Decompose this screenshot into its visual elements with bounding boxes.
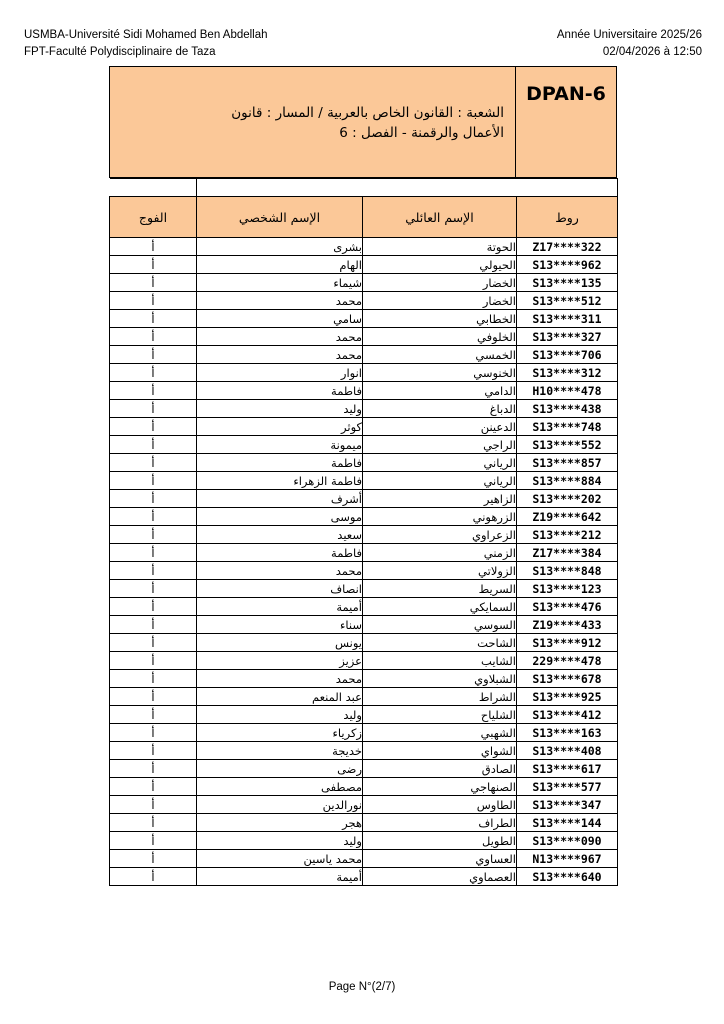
table-row <box>110 598 618 616</box>
group-cell: أ <box>110 328 197 346</box>
table-row <box>110 508 618 526</box>
table-row <box>110 490 618 508</box>
table-row <box>110 346 618 364</box>
first-name-cell: محمد ياسين <box>197 850 363 868</box>
student-code-cell: S13****848 <box>517 562 618 580</box>
column-header-code: روط <box>517 197 618 238</box>
group-cell: أ <box>110 436 197 454</box>
group-cell: أ <box>110 490 197 508</box>
last-name-cell: الدباغ <box>363 400 517 418</box>
student-code-cell: S13****408 <box>517 742 618 760</box>
group-cell: أ <box>110 760 197 778</box>
page-number: Page N°(2/7) <box>328 981 396 993</box>
last-name-cell: الشايب <box>363 652 517 670</box>
last-name-cell: الخطابي <box>363 310 517 328</box>
group-cell: أ <box>110 382 197 400</box>
student-code-cell: N13****967 <box>517 850 618 868</box>
first-name-cell: محمد <box>197 328 363 346</box>
group-cell: أ <box>110 868 197 886</box>
last-name-cell: الدامي <box>363 382 517 400</box>
faculty-name: FPT-Faculté Polydisciplinaire de Taza <box>24 46 216 58</box>
table-row <box>110 742 618 760</box>
first-name-cell: سناء <box>197 616 363 634</box>
last-name-cell: السمايكي <box>363 598 517 616</box>
table-row <box>110 670 618 688</box>
student-code-cell: Z19****642 <box>517 508 618 526</box>
group-cell: أ <box>110 580 197 598</box>
table-row <box>110 292 618 310</box>
student-code-cell: S13****090 <box>517 832 618 850</box>
program-title-line2: الأعمال والرقمنة - الفصل : 6 <box>339 125 504 141</box>
last-name-cell: الطراف <box>363 814 517 832</box>
group-cell: أ <box>110 814 197 832</box>
table-row <box>110 526 618 544</box>
last-name-cell: الطويل <box>363 832 517 850</box>
table-row <box>110 868 618 886</box>
student-code-cell: S13****884 <box>517 472 618 490</box>
first-name-cell: انوار <box>197 364 363 382</box>
last-name-cell: الرياني <box>363 472 517 490</box>
group-cell: أ <box>110 670 197 688</box>
last-name-cell: الزاهير <box>363 490 517 508</box>
first-name-cell: وليد <box>197 706 363 724</box>
student-code-cell: S13****438 <box>517 400 618 418</box>
last-name-cell: الخضار <box>363 292 517 310</box>
group-cell: أ <box>110 832 197 850</box>
table-header-row <box>110 197 618 238</box>
last-name-cell: الطاوس <box>363 796 517 814</box>
table-row <box>110 364 618 382</box>
first-name-cell: عزيز <box>197 652 363 670</box>
last-name-cell: الخلوفي <box>363 328 517 346</box>
first-name-cell: خديجة <box>197 742 363 760</box>
first-name-cell: بشرى <box>197 238 363 256</box>
first-name-cell: كوثر <box>197 418 363 436</box>
group-cell: أ <box>110 634 197 652</box>
table-row <box>110 634 618 652</box>
group-cell: أ <box>110 508 197 526</box>
first-name-cell: فاطمة <box>197 544 363 562</box>
last-name-cell: الدعينن <box>363 418 517 436</box>
last-name-cell: الحيولي <box>363 256 517 274</box>
group-cell: أ <box>110 400 197 418</box>
academic-year: Année Universitaire 2025/26 <box>556 29 702 41</box>
last-name-cell: الزرهوني <box>363 508 517 526</box>
group-cell: أ <box>110 850 197 868</box>
student-code-cell: S13****412 <box>517 706 618 724</box>
first-name-cell: ميمونة <box>197 436 363 454</box>
group-cell: أ <box>110 598 197 616</box>
first-name-cell: وليد <box>197 400 363 418</box>
column-header-first-name: الإسم الشخصي <box>197 197 363 238</box>
student-code-cell: S13****925 <box>517 688 618 706</box>
group-cell: أ <box>110 292 197 310</box>
student-code-cell: S13****640 <box>517 868 618 886</box>
group-cell: أ <box>110 544 197 562</box>
table-row <box>110 310 618 328</box>
group-cell: أ <box>110 652 197 670</box>
last-name-cell: الشبلاوي <box>363 670 517 688</box>
first-name-cell: سامي <box>197 310 363 328</box>
group-cell: أ <box>110 562 197 580</box>
first-name-cell: محمد <box>197 562 363 580</box>
last-name-cell: الزولاتي <box>363 562 517 580</box>
last-name-cell: الزمني <box>363 544 517 562</box>
table-row <box>110 562 618 580</box>
first-name-cell: محمد <box>197 346 363 364</box>
first-name-cell: هجر <box>197 814 363 832</box>
group-cell: أ <box>110 472 197 490</box>
student-code-cell: S13****163 <box>517 724 618 742</box>
group-cell: أ <box>110 526 197 544</box>
group-cell: أ <box>110 742 197 760</box>
table-row <box>110 580 618 598</box>
group-cell: أ <box>110 364 197 382</box>
last-name-cell: الراجي <box>363 436 517 454</box>
last-name-cell: الحوتة <box>363 238 517 256</box>
header-left <box>24 27 268 61</box>
last-name-cell: الشراط <box>363 688 517 706</box>
student-code-cell: Z19****433 <box>517 616 618 634</box>
spacer-row <box>110 179 618 197</box>
first-name-cell: فاطمة <box>197 454 363 472</box>
group-cell: أ <box>110 724 197 742</box>
last-name-cell: الخضار <box>363 274 517 292</box>
group-cell: أ <box>110 274 197 292</box>
group-cell: أ <box>110 310 197 328</box>
student-code-cell: S13****857 <box>517 454 618 472</box>
student-code-cell: S13****327 <box>517 328 618 346</box>
table-row <box>110 706 618 724</box>
student-code-cell: S13****748 <box>517 418 618 436</box>
first-name-cell: أشرف <box>197 490 363 508</box>
student-code-cell: S13****678 <box>517 670 618 688</box>
first-name-cell: وليد <box>197 832 363 850</box>
first-name-cell: محمد <box>197 670 363 688</box>
student-code-cell: S13****617 <box>517 760 618 778</box>
column-header-last-name: الإسم العائلي <box>363 197 517 238</box>
student-code-cell: S13****212 <box>517 526 618 544</box>
student-code-cell: S13****577 <box>517 778 618 796</box>
last-name-cell: العساوي <box>363 850 517 868</box>
table-row <box>110 724 618 742</box>
student-code-cell: S13****512 <box>517 292 618 310</box>
last-name-cell: الزعراوي <box>363 526 517 544</box>
student-code-cell: S13****123 <box>517 580 618 598</box>
student-code-cell: S13****312 <box>517 364 618 382</box>
table-row <box>110 796 618 814</box>
spacer-cell <box>197 179 618 197</box>
group-cell: أ <box>110 796 197 814</box>
table-row <box>110 688 618 706</box>
table-row <box>110 616 618 634</box>
first-name-cell: فاطمة الزهراء <box>197 472 363 490</box>
first-name-cell: عبد المنعم <box>197 688 363 706</box>
last-name-cell: الشلياح <box>363 706 517 724</box>
last-name-cell: السوسي <box>363 616 517 634</box>
table-row <box>110 400 618 418</box>
last-name-cell: العصماوي <box>363 868 517 886</box>
first-name-cell: زكرياء <box>197 724 363 742</box>
group-cell: أ <box>110 256 197 274</box>
table-row <box>110 238 618 256</box>
student-code-cell: S13****347 <box>517 796 618 814</box>
student-code-cell: 229****478 <box>517 652 618 670</box>
table-row <box>110 814 618 832</box>
university-name: USMBA-Université Sidi Mohamed Ben Abdellah <box>24 29 268 41</box>
student-code-cell: S13****552 <box>517 436 618 454</box>
first-name-cell: يونس <box>197 634 363 652</box>
group-cell: أ <box>110 688 197 706</box>
last-name-cell: الشاحت <box>363 634 517 652</box>
student-code-cell: S13****202 <box>517 490 618 508</box>
student-code-cell: S13****476 <box>517 598 618 616</box>
student-code-cell: S13****912 <box>517 634 618 652</box>
last-name-cell: الرياني <box>363 454 517 472</box>
group-cell: أ <box>110 706 197 724</box>
student-code-cell: S13****706 <box>517 346 618 364</box>
student-code-cell: H10****478 <box>517 382 618 400</box>
first-name-cell: أميمة <box>197 868 363 886</box>
first-name-cell: سعيد <box>197 526 363 544</box>
first-name-cell: انصاف <box>197 580 363 598</box>
last-name-cell: الصنهاجي <box>363 778 517 796</box>
table-row <box>110 436 618 454</box>
first-name-cell: فاطمة <box>197 382 363 400</box>
last-name-cell: الصادق <box>363 760 517 778</box>
first-name-cell: محمد <box>197 292 363 310</box>
first-name-cell: الهام <box>197 256 363 274</box>
student-code-cell: S13****135 <box>517 274 618 292</box>
table-row <box>110 544 618 562</box>
title-box <box>109 66 617 178</box>
student-table <box>109 178 618 886</box>
group-cell: أ <box>110 778 197 796</box>
student-code-cell: S13****962 <box>517 256 618 274</box>
last-name-cell: الشواي <box>363 742 517 760</box>
last-name-cell: الخمسي <box>363 346 517 364</box>
group-cell: أ <box>110 238 197 256</box>
first-name-cell: مصطفى <box>197 778 363 796</box>
group-cell: أ <box>110 616 197 634</box>
table-row <box>110 778 618 796</box>
table-row <box>110 760 618 778</box>
table-row <box>110 382 618 400</box>
program-title <box>118 103 504 143</box>
table-row <box>110 850 618 868</box>
table-row <box>110 454 618 472</box>
group-cell: أ <box>110 346 197 364</box>
first-name-cell: رضى <box>197 760 363 778</box>
first-name-cell: أميمة <box>197 598 363 616</box>
student-code-cell: S13****311 <box>517 310 618 328</box>
student-code-cell: Z17****322 <box>517 238 618 256</box>
table-row <box>110 652 618 670</box>
spacer-cell <box>110 179 197 197</box>
program-code: DPAN-6 <box>515 67 616 177</box>
table-row <box>110 274 618 292</box>
table-row <box>110 256 618 274</box>
print-datetime: 02/04/2026 à 12:50 <box>602 46 702 58</box>
table-row <box>110 418 618 436</box>
table-row <box>110 328 618 346</box>
first-name-cell: نورالدين <box>197 796 363 814</box>
group-cell: أ <box>110 418 197 436</box>
last-name-cell: الخنوسي <box>363 364 517 382</box>
last-name-cell: السريط <box>363 580 517 598</box>
group-cell: أ <box>110 454 197 472</box>
first-name-cell: شيماء <box>197 274 363 292</box>
table-row <box>110 832 618 850</box>
first-name-cell: موسى <box>197 508 363 526</box>
last-name-cell: الشهبي <box>363 724 517 742</box>
program-title-line1: الشعبة : القانون الخاص بالعربية / المسار : قانون <box>231 105 504 121</box>
header-right <box>557 27 702 61</box>
student-code-cell: Z17****384 <box>517 544 618 562</box>
student-code-cell: S13****144 <box>517 814 618 832</box>
table-row <box>110 472 618 490</box>
column-header-group: الفوج <box>110 197 197 238</box>
